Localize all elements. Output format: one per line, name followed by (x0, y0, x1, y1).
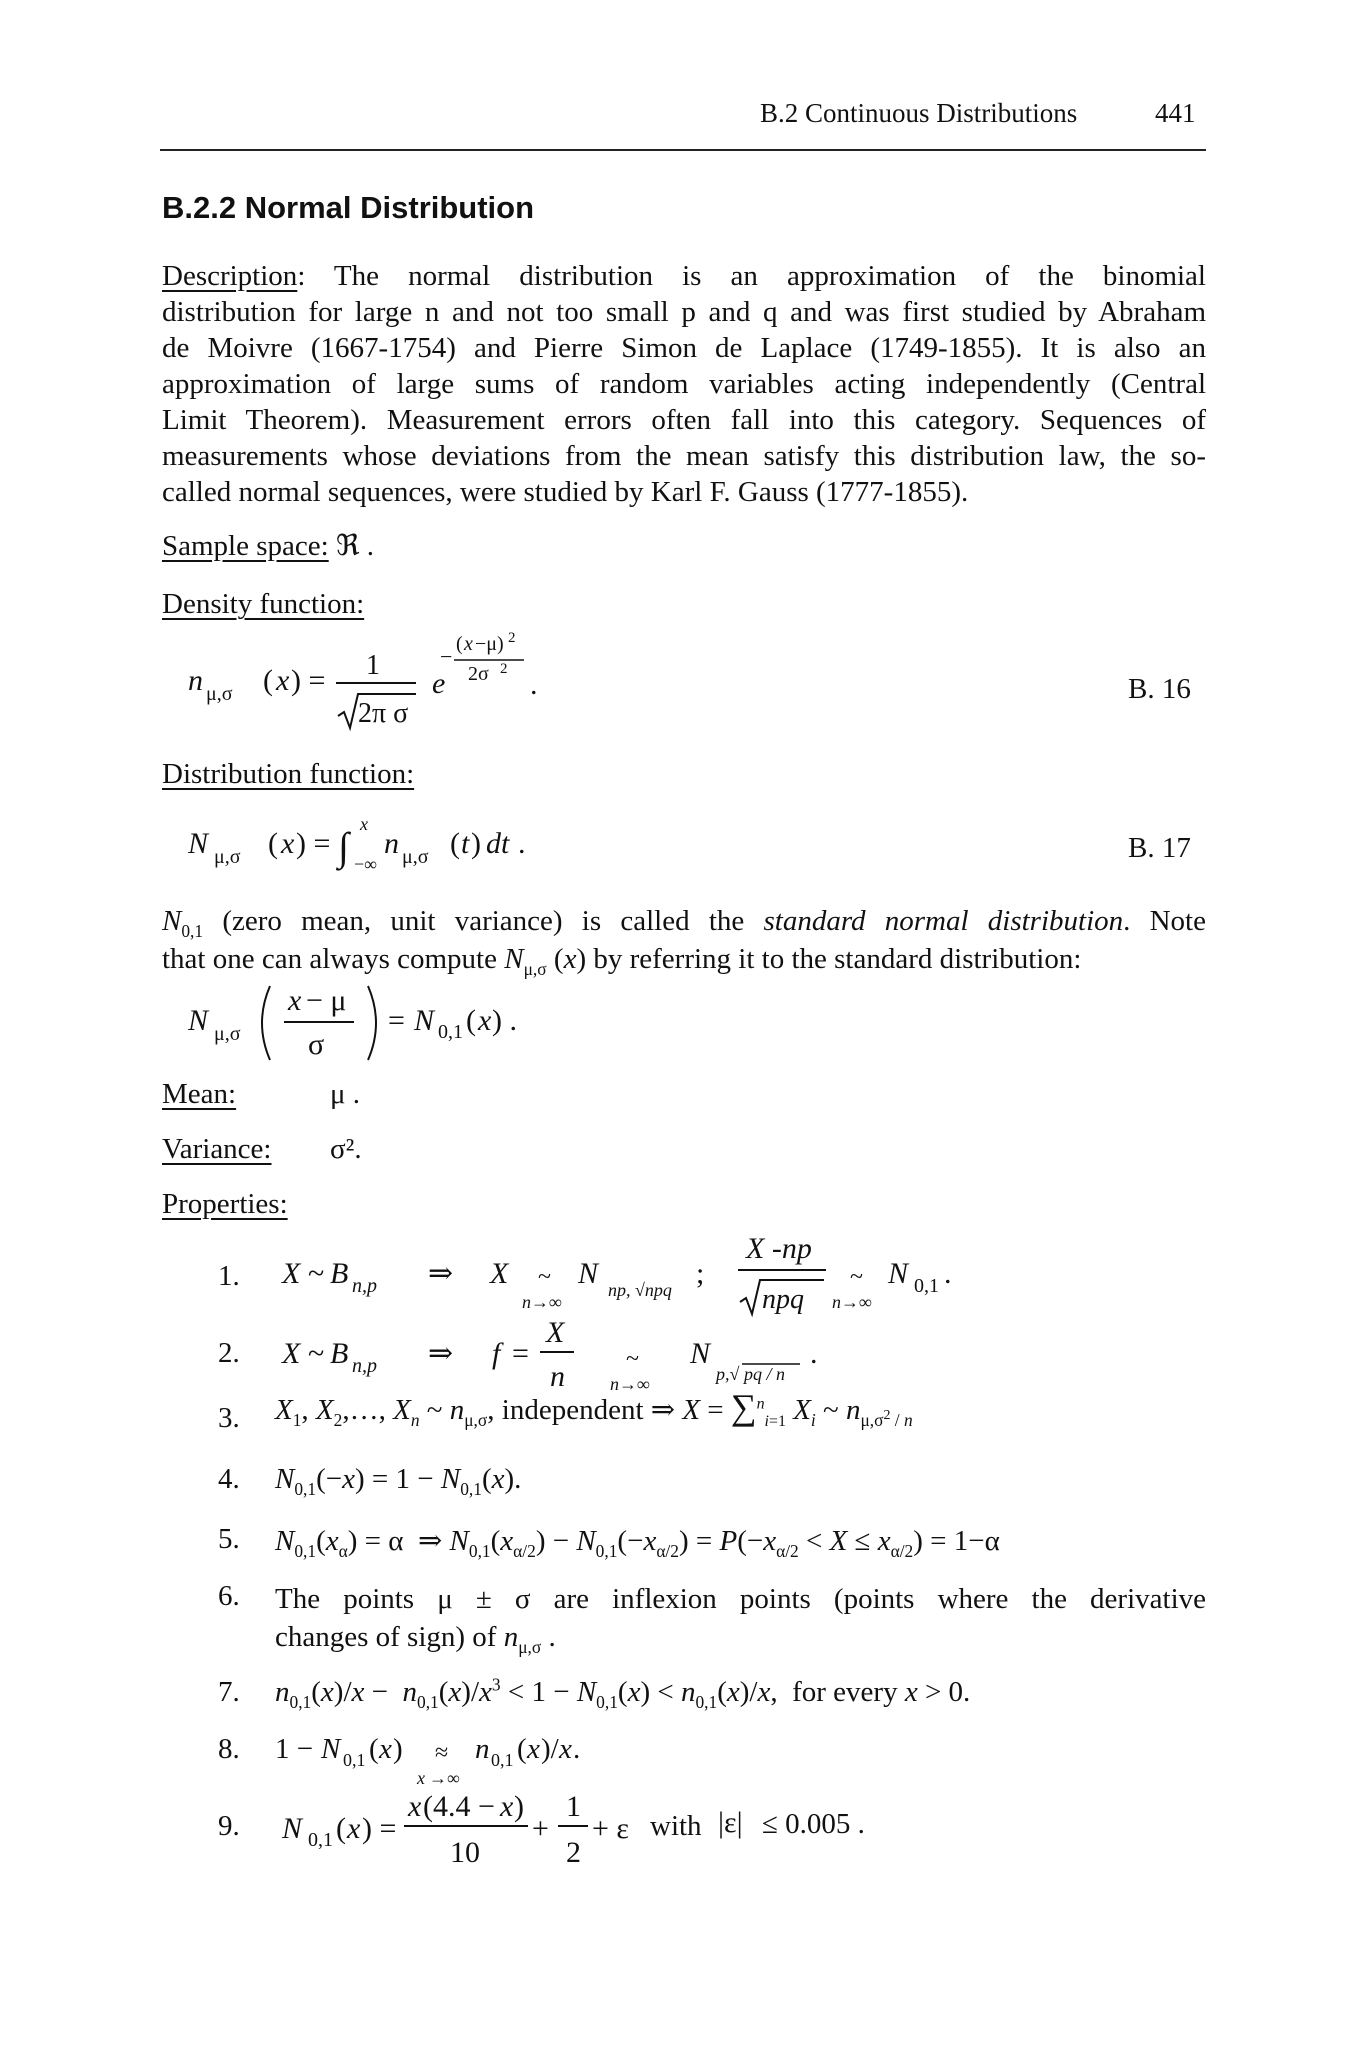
svg-text:x: x (281, 827, 295, 860)
svg-text:~: ~ (626, 1346, 639, 1372)
header-rule (160, 149, 1206, 151)
svg-text:−: − (440, 644, 453, 669)
svg-text:) =: ) = (296, 827, 331, 860)
svg-text:→∞: →∞ (429, 1768, 460, 1788)
svg-text:) =: ) = (362, 1812, 397, 1845)
svg-text:−∞: −∞ (354, 854, 377, 874)
property-7-for-every: for every (792, 1676, 898, 1708)
standard-normal-note (162, 902, 1206, 978)
sample-space-label: Sample space: (162, 530, 329, 562)
svg-text:2π σ: 2π σ (358, 698, 409, 729)
svg-text:(: ( (268, 827, 278, 860)
svg-text:X: X (282, 1337, 301, 1370)
svg-text:;: ; (696, 1257, 705, 1290)
property-7-number: 7. (218, 1676, 240, 1708)
svg-text:X: X (282, 1257, 301, 1290)
description-line-2: distribution for large n and not too small p and q and was first studied by Abraham (162, 296, 1206, 328)
svg-text:(: ( (456, 633, 463, 655)
property-6-number: 6. (218, 1580, 240, 1612)
svg-text:.: . (810, 1337, 818, 1370)
svg-text:0,1: 0,1 (914, 1275, 939, 1297)
property-9-formula (278, 1782, 898, 1882)
svg-text:=: = (388, 1004, 405, 1037)
distribution-equation (188, 808, 588, 878)
svg-text:x: x (527, 1733, 540, 1765)
property-6-text (275, 1580, 1206, 1656)
svg-text:σ: σ (308, 1028, 325, 1061)
svg-text:) =: ) = (291, 664, 326, 697)
svg-text:): ) (514, 1790, 524, 1823)
svg-text:n: n (188, 664, 203, 697)
svg-text:N: N (888, 1257, 909, 1290)
property-3-number: 3. (218, 1402, 240, 1434)
property-6-line-1: The points μ ± σ are inflexion points (points where the derivative (275, 1583, 1206, 1615)
svg-text:n→∞: n→∞ (610, 1374, 650, 1394)
svg-text:(: ( (336, 1812, 346, 1845)
property-9-svg (278, 1782, 698, 1882)
svg-text:n: n (475, 1733, 490, 1765)
svg-text:n,p: n,p (352, 1275, 377, 1297)
density-label: Density function: (162, 588, 365, 620)
svg-text:x: x (500, 1790, 514, 1823)
svg-text:x: x (478, 1004, 492, 1037)
svg-text:2: 2 (566, 1836, 581, 1869)
mean-value: μ . (330, 1078, 361, 1110)
svg-text:⇒: ⇒ (428, 1337, 454, 1370)
svg-text:N: N (321, 1733, 341, 1765)
svg-text:X: X (490, 1257, 509, 1290)
section-title: B.2.2 Normal Distribution (162, 190, 535, 225)
mean-label: Mean: (162, 1078, 237, 1110)
svg-text:~: ~ (850, 1264, 863, 1290)
sample-space (162, 528, 374, 563)
distribution-eq-number: B. 17 (1128, 832, 1191, 864)
svg-text:N: N (188, 1004, 209, 1037)
running-head: B.2 Continuous Distributions (760, 98, 1078, 128)
standardization-equation (188, 978, 548, 1068)
description-line-1: Description: The normal distribution is an approximation of the binomial (162, 260, 1206, 292)
svg-text:x: x (417, 1768, 425, 1788)
svg-text:): ) (393, 1733, 403, 1765)
svg-text:~: ~ (308, 1257, 325, 1290)
svg-text:0,1: 0,1 (438, 1021, 463, 1043)
svg-text:f: f (492, 1337, 501, 1370)
property-6-line-2: changes of sign) of $n_{\mu,\sigma}$ . (275, 1621, 556, 1657)
svg-text:n: n (550, 1360, 565, 1393)
svg-text:B: B (330, 1337, 349, 1370)
density-formula-svg (188, 628, 588, 748)
property-5-formula: $N_{0,1}(x_\alpha) = \alpha$ ⇒ $N_{0,1}(x_{\alpha/2}) - N_{0,1}(-x_{\alpha/2}) = P(-x_{\alpha/2} < X \le x_{\alpha/2}) = 1-\alpha$ (275, 1525, 1000, 1561)
svg-text:N: N (282, 1812, 303, 1845)
description-paragraph (162, 258, 1206, 510)
property-3-formula: $X_1$, $X_2,\dots$, $X_n$ ~ $n_{\mu,\sigma}$, independent ⇒ X = ∑$^n_{i=1}$ $X_i$ ~ $n_{\mu,\sigma^2 / n}$ (275, 1387, 913, 1430)
property-1-number: 1. (218, 1260, 240, 1292)
svg-text:x: x (276, 664, 290, 697)
svg-text:.: . (530, 668, 538, 701)
page-number: 441 (1155, 98, 1196, 128)
svg-text:N: N (188, 827, 209, 860)
svg-text:n→∞: n→∞ (522, 1292, 562, 1312)
svg-text:=: = (512, 1337, 529, 1370)
svg-text:− μ: − μ (306, 984, 347, 1017)
description-line-6: measurements whose deviations from the mean satisfy this distribution law, the so- (162, 440, 1206, 472)
svg-text:2: 2 (508, 630, 516, 646)
description-line-3: de Moivre (1667-1754) and Pierre Simon de Laplace (1749-1855). It is also an (162, 332, 1206, 364)
property-4-number: 4. (218, 1463, 240, 1495)
svg-text:2: 2 (500, 661, 508, 677)
svg-text:e: e (432, 667, 446, 700)
svg-text:x: x (464, 633, 473, 655)
svg-text:1: 1 (366, 650, 380, 681)
property-8-number: 8. (218, 1733, 240, 1765)
svg-text:2σ: 2σ (468, 663, 489, 685)
property-2-number: 2. (218, 1337, 240, 1369)
note-line-2: that one can always compute $N_{\mu,\sigma}$ (x) by referring it to the standard distribution: (162, 943, 1082, 979)
svg-text:(: ( (517, 1733, 527, 1765)
svg-text:.: . (944, 1257, 952, 1290)
property-3-independent: independent (501, 1394, 644, 1426)
property-9-number: 9. (218, 1810, 240, 1842)
svg-text:+ ε: + ε (592, 1812, 630, 1845)
property-9-with: with (650, 1810, 702, 1842)
description-line-4: approximation of large sums of random variables acting independently (Central (162, 368, 1206, 400)
svg-text:μ,σ: μ,σ (402, 846, 429, 868)
property-4-formula: $N_{0,1}(-x) = 1 - N_{0,1}(x)$. (275, 1463, 522, 1499)
svg-text:x: x (379, 1733, 392, 1765)
svg-text:) .: ) . (492, 1004, 517, 1037)
svg-text:.: . (518, 827, 526, 860)
svg-text:n,p: n,p (352, 1355, 377, 1377)
svg-text:N: N (690, 1337, 711, 1370)
svg-text:1 −: 1 − (275, 1733, 314, 1765)
svg-text:μ,σ: μ,σ (206, 683, 233, 705)
svg-text:.: . (573, 1733, 581, 1765)
svg-text:1: 1 (566, 1790, 581, 1823)
svg-text:pq / n: pq / n (744, 1364, 786, 1384)
svg-text:0,1: 0,1 (343, 1750, 366, 1770)
svg-text:x: x (408, 1790, 422, 1823)
svg-text:∫: ∫ (338, 824, 349, 869)
svg-text:~: ~ (308, 1337, 325, 1370)
property-7-formula: $n_{0,1}(x)/x - n_{0,1}(x)/x^3 < 1 - N_{0,1}(x) < n_{0,1}(x)/x$, for every x > 0. (275, 1674, 971, 1712)
variance-label: Variance: (162, 1133, 272, 1165)
svg-text:(: ( (466, 1004, 476, 1037)
description-label: Description (162, 260, 298, 292)
svg-text:X -np: X -np (746, 1232, 812, 1265)
svg-text:N: N (414, 1004, 435, 1037)
svg-text:μ,σ: μ,σ (214, 846, 241, 868)
svg-text:~: ~ (538, 1264, 551, 1290)
property-5-number: 5. (218, 1523, 240, 1555)
description-line-7: called normal sequences, were studied by Karl F. Gauss (1777-1855). (162, 476, 969, 508)
svg-text:x: x (360, 814, 368, 834)
svg-text:(: ( (369, 1733, 379, 1765)
density-eq-number: B. 16 (1128, 673, 1191, 705)
svg-text:N: N (578, 1257, 599, 1290)
svg-text:B: B (330, 1257, 349, 1290)
property-9-epsilon-abs: |ε| (718, 1806, 743, 1839)
svg-text:(4.4 −: (4.4 − (423, 1790, 495, 1823)
note-line-1: $N_{0,1}$ (zero mean, unit variance) is called the standard normal distribution. Note (162, 905, 1206, 941)
svg-text:−μ): −μ) (475, 633, 504, 655)
variance-value: σ². (330, 1133, 362, 1165)
svg-text:dt: dt (486, 827, 510, 860)
svg-text:(: ( (450, 827, 460, 860)
svg-text:0,1: 0,1 (491, 1750, 514, 1770)
svg-text:⇒: ⇒ (428, 1257, 454, 1290)
svg-text:t: t (461, 827, 470, 860)
svg-text:npq: npq (762, 1284, 804, 1315)
svg-text:x: x (559, 1733, 572, 1765)
svg-text:0,1: 0,1 (308, 1829, 333, 1851)
svg-text:≈: ≈ (435, 1740, 449, 1766)
properties-label: Properties: (162, 1188, 288, 1220)
svg-text:10: 10 (450, 1836, 480, 1869)
svg-text:x: x (347, 1812, 361, 1845)
svg-text:): ) (471, 827, 481, 860)
svg-text:+: + (532, 1812, 549, 1845)
svg-text:X: X (546, 1316, 565, 1349)
svg-text:x: x (288, 984, 302, 1017)
svg-text:n→∞: n→∞ (832, 1292, 872, 1312)
standardization-formula-svg (188, 978, 548, 1068)
distribution-label: Distribution function: (162, 758, 415, 790)
svg-text:np, √npq: np, √npq (608, 1280, 672, 1300)
svg-text:μ,σ: μ,σ (214, 1023, 241, 1045)
svg-text:)/: )/ (541, 1733, 559, 1765)
distribution-formula-svg (188, 808, 588, 878)
svg-text:p,√: p,√ (716, 1364, 740, 1384)
svg-text:n: n (384, 827, 399, 860)
description-line-5: Limit Theorem). Measurement errors often fall into this category. Sequences of (162, 404, 1206, 436)
property-9-bound: ≤ 0.005 . (762, 1808, 865, 1840)
sample-space-value: ℜ . (335, 530, 375, 562)
svg-text:(: ( (263, 664, 273, 697)
density-equation (188, 628, 588, 748)
